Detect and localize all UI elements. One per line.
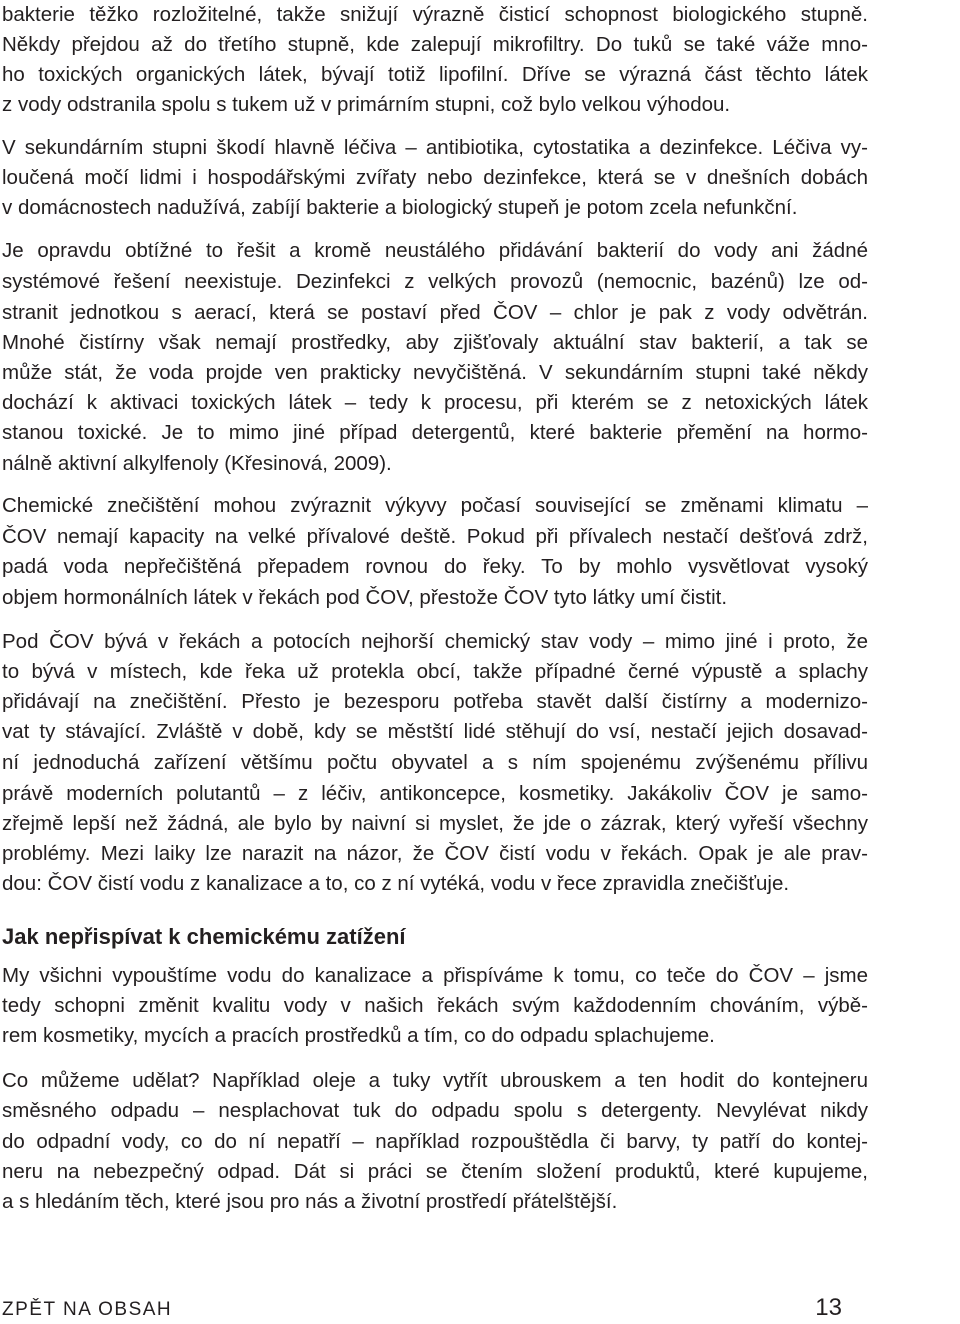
text-line: Chemické znečištění mohou zvýraznit výkyvy počasí související se změnami klimatu – bbox=[2, 494, 868, 517]
back-to-contents-link[interactable]: ZPĚT NA OBSAH bbox=[2, 1299, 173, 1320]
text-line: v domácnostech nadužívá, zabíjí bakterie a biologický stupeň je potom zcela nefunkční. bbox=[2, 196, 798, 219]
text-line: z vody odstranila spolu s tukem už v primárním stupni, což bylo velkou výhodou. bbox=[2, 93, 731, 116]
text-line: dou: ČOV čistí vodu z kanalizace a to, co z ní vytéká, vodu v řece zpravidla znečišťuje. bbox=[2, 872, 790, 895]
text-line: do odpadní vody, co do ní nepatří – například rozpouštědla či barvy, ty patří do kontej- bbox=[2, 1130, 868, 1153]
text-line: neru na nebezpečný odpad. Dát si práci se čtením složení produktů, které kupujeme, bbox=[2, 1160, 868, 1183]
text-line: Mnohé čistírny však nemají prostředky, aby zjišťovaly aktuální stav bakterií, a tak se bbox=[2, 331, 868, 354]
text-line: dochází k aktivaci toxických látek – tedy k procesu, při kterém se z netoxických látek bbox=[2, 391, 868, 414]
text-line: vat ty stávající. Zvláště v době, kdy se městští lidé stěhují do vsí, nestačí jejich dosavad- bbox=[2, 720, 868, 743]
text-line: stanou toxické. Je to mimo jiné případ detergentů, které bakterie přemění na hormo- bbox=[2, 421, 868, 444]
text-line: nálně aktivní alkylfenoly (Křesinová, 2009). bbox=[2, 452, 392, 475]
section-heading: Jak nepřispívat k chemickému zatížení bbox=[2, 924, 406, 949]
text-line: V sekundárním stupni škodí hlavně léčiva – antibiotika, cytostatika a dezinfekce. Léčiva vy- bbox=[2, 136, 868, 159]
text-line: přidávají na znečištění. Přesto je bezesporu potřeba stavět další čistírny a modernizo- bbox=[2, 690, 868, 713]
text-line: padá voda nepřečištěná přepadem rovnou do řeky. To by mohlo vysvětlovat vysoký bbox=[2, 555, 868, 578]
text-line: to bývá v místech, kde řeka už protekla obcí, takže případné černé výpustě a splachy bbox=[2, 660, 868, 683]
text-line: a s hledáním těch, které jsou pro nás a životní prostředí přátelštější. bbox=[2, 1190, 618, 1213]
text-line: problémy. Mezi laiky lze narazit na názor, že ČOV čistí vodu v řekách. Opak je ale prav- bbox=[2, 842, 868, 865]
text-line: zřejmě lepší než žádná, ale bylo by naivní si myslet, že jde o zázrak, který vyřeší všechny bbox=[2, 812, 868, 835]
text-line: tedy schopni změnit kvalitu vody v našich řekách svým každodenním chováním, výbě- bbox=[2, 994, 868, 1017]
text-line: ČOV nemají kapacity na velké přívalové deště. Pokud při přívalech nestačí dešťová zdrž, bbox=[2, 525, 868, 548]
text-line: bakterie těžko rozložitelné, takže snižují výrazně čisticí schopnost biologického stupně. bbox=[2, 3, 868, 26]
text-line: stranit jednotkou s aerací, která se postaví před ČOV – chlor je pak z vody odvětrán. bbox=[2, 301, 868, 324]
text-line: směsného odpadu – nesplachovat tuk do odpadu spolu s detergenty. Nevylévat nikdy bbox=[2, 1099, 868, 1122]
text-line: Pod ČOV bývá v řekách a potocích nejhorší chemický stav vody – mimo jiné i proto, že bbox=[2, 630, 868, 653]
text-line: Je opravdu obtížné to řešit a kromě neustálého přidávání bakterií do vody ani žádné bbox=[2, 239, 868, 262]
text-line: loučená močí lidmi i hospodářskými zvířaty nebo dezinfekce, která se v dnešních dobách bbox=[2, 166, 868, 189]
text-line: může stát, že voda projde ven prakticky nevyčištěná. V sekundárním stupni také někdy bbox=[2, 361, 868, 384]
text-line: ho toxických organických látek, bývají totiž lipofilní. Dříve se výrazná část těchto látek bbox=[2, 63, 868, 86]
text-line: rem kosmetiky, mycích a pracích prostředků a tím, co do odpadu splachujeme. bbox=[2, 1024, 715, 1047]
text-line: Někdy přejdou až do třetího stupně, kde zalepují mikrofiltry. Do tuků se také váže mno- bbox=[2, 33, 868, 56]
text-line: systémové řešení neexistuje. Dezinfekci z velkých provozů (nemocnic, bazénů) lze od- bbox=[2, 270, 868, 293]
text-line: My všichni vypouštíme vodu do kanalizace a přispíváme k tomu, co teče do ČOV – jsme bbox=[2, 964, 868, 987]
text-line: právě moderních polutantů – z léčiv, antikoncepce, kosmetiky. Jakákoliv ČOV je samo- bbox=[2, 782, 868, 805]
page-number: 13 bbox=[815, 1294, 842, 1321]
text-line: Co můžeme udělat? Například oleje a tuky vytřít ubrouskem a ten hodit do kontejneru bbox=[2, 1069, 868, 1092]
text-line: objem hormonálních látek v řekách pod ČOV, přestože ČOV tyto látky umí čistit. bbox=[2, 586, 728, 609]
text-line: ní jednoduchá zařízení většímu počtu obyvatel a s ním spojenému zvýšenému přílivu bbox=[2, 751, 868, 774]
